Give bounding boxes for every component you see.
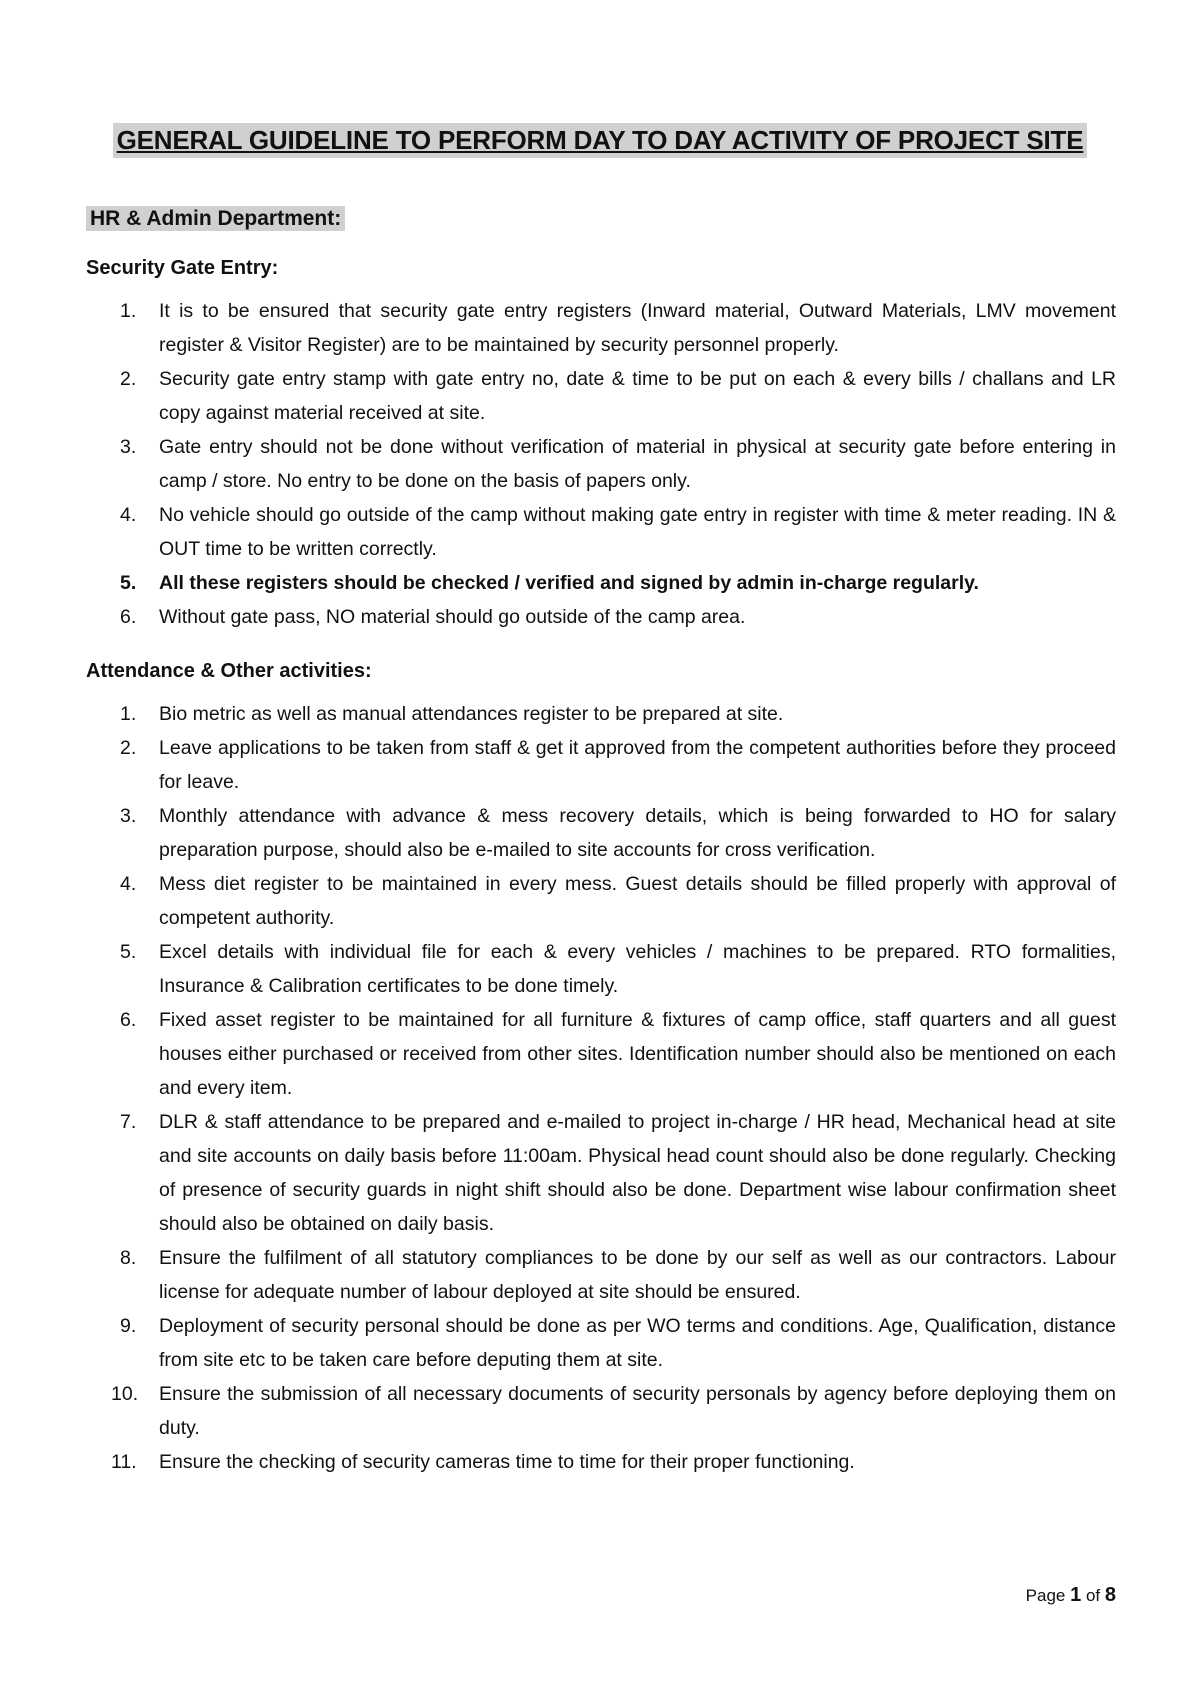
list-item <box>86 799 1116 867</box>
list-item-text: All these registers should be checked / verified and signed by admin in-charge regularly. <box>159 572 979 594</box>
list-item-number: 11. <box>111 1451 137 1473</box>
total-pages-number: 8 <box>1104 1584 1116 1606</box>
list-item-text: Excel details with individual file for each & every vehicles / machines to be prepared. RTO formalities, Insurance & Calibration certificates to be done timely. <box>159 941 1116 997</box>
of-word: of <box>1085 1586 1101 1605</box>
list-item <box>86 935 1116 1003</box>
list-item-text: Bio metric as well as manual attendances register to be prepared at site. <box>159 703 784 725</box>
list-item-number: 4. <box>120 873 137 895</box>
document-title <box>0 120 1200 158</box>
list-item-text: Ensure the fulfilment of all statutory compliances to be done by our self as well as our contractors. Labour license for adequate number of labour deployed at site should be ensured. <box>159 1247 1116 1303</box>
list-item <box>86 294 1116 362</box>
list-item-text: Monthly attendance with advance & mess recovery details, which is being forwarded to HO for salary preparation purpose, should also be e-mailed to site accounts for cross verification. <box>159 805 1116 861</box>
list-item <box>86 600 1116 634</box>
list-item <box>86 1309 1116 1377</box>
numbered-list <box>86 697 1116 1479</box>
list-item-number: 1. <box>120 703 137 725</box>
list-item <box>86 1445 1116 1479</box>
current-page-number: 1 <box>1070 1584 1082 1606</box>
list-item-number: 3. <box>120 805 137 827</box>
section-security-gate-entry <box>86 257 1116 634</box>
list-item-number: 5. <box>120 941 137 963</box>
document-title-text: GENERAL GUIDELINE TO PERFORM DAY TO DAY ACTIVITY OF PROJECT SITE <box>113 123 1088 158</box>
list-item-text: Security gate entry stamp with gate entry no, date & time to be put on each & every bills / challans and LR copy against material received at site. <box>159 368 1116 424</box>
department-heading-text: HR & Admin Department: <box>86 206 345 231</box>
list-item-number: 3. <box>120 436 137 458</box>
list-item <box>86 1105 1116 1241</box>
list-item-text: Without gate pass, NO material should go outside of the camp area. <box>159 606 746 628</box>
list-item <box>86 362 1116 430</box>
list-item <box>86 1377 1116 1445</box>
list-item <box>86 566 1116 600</box>
list-item-number: 1. <box>120 300 137 322</box>
list-item-number: 5. <box>120 572 137 594</box>
list-item-text: Mess diet register to be maintained in every mess. Guest details should be filled properly with approval of competent authority. <box>159 873 1116 929</box>
list-item-text: It is to be ensured that security gate entry registers (Inward material, Outward Materials, LMV movement register & Visitor Register) are to be maintained by security personnel properly. <box>159 300 1116 356</box>
list-item-number: 9. <box>120 1315 137 1337</box>
list-item <box>86 430 1116 498</box>
list-item-number: 7. <box>120 1111 137 1133</box>
list-item <box>86 1003 1116 1105</box>
list-item-number: 2. <box>120 368 137 390</box>
list-item <box>86 867 1116 935</box>
list-item-number: 8. <box>120 1247 137 1269</box>
list-item-number: 10. <box>111 1383 139 1405</box>
list-item-text: DLR & staff attendance to be prepared and e-mailed to project in-charge / HR head, Mechanical head at site and site accounts on daily basis before 11:00am. Physical head count should also be done regularly. Checking of presence of security guards in night shift should also be done. Department wise labour confirmation sheet should also be obtained on daily basis. <box>159 1111 1116 1235</box>
list-item-text: Ensure the checking of security cameras time to time for their proper functioning. <box>159 1451 855 1473</box>
list-item-number: 4. <box>120 504 137 526</box>
section-attendance-other-activities <box>86 660 1116 1479</box>
list-item-text: Ensure the submission of all necessary documents of security personals by agency before deploying them on duty. <box>159 1383 1116 1439</box>
list-item <box>86 498 1116 566</box>
list-item-text: Leave applications to be taken from staff & get it approved from the competent authorities before they proceed for leave. <box>159 737 1116 793</box>
page-footer <box>1026 1584 1116 1607</box>
list-item-text: Fixed asset register to be maintained for all furniture & fixtures of camp office, staff quarters and all guest houses either purchased or received from other sites. Identification number should also be mentioned on each and every item. <box>159 1009 1116 1099</box>
list-item-number: 2. <box>120 737 137 759</box>
section-heading: Attendance & Other activities: <box>86 660 372 682</box>
list-item-text: No vehicle should go outside of the camp without making gate entry in register with time & meter reading. IN & OUT time to be written correctly. <box>159 504 1116 560</box>
list-item-text: Deployment of security personal should be done as per WO terms and conditions. Age, Qualification, distance from site etc to be taken care before deputing them at site. <box>159 1315 1116 1371</box>
list-item-number: 6. <box>120 606 137 628</box>
list-item-number: 6. <box>120 1009 137 1031</box>
page-word: Page <box>1025 1586 1066 1605</box>
list-item-text: Gate entry should not be done without verification of material in physical at security gate before entering in camp / store. No entry to be done on the basis of papers only. <box>159 436 1116 492</box>
list-item <box>86 1241 1116 1309</box>
document-body <box>86 207 1116 1505</box>
section-heading: Security Gate Entry: <box>86 257 279 279</box>
numbered-list <box>86 294 1116 634</box>
department-heading <box>86 207 1116 231</box>
list-item <box>86 697 1116 731</box>
list-item <box>86 731 1116 799</box>
